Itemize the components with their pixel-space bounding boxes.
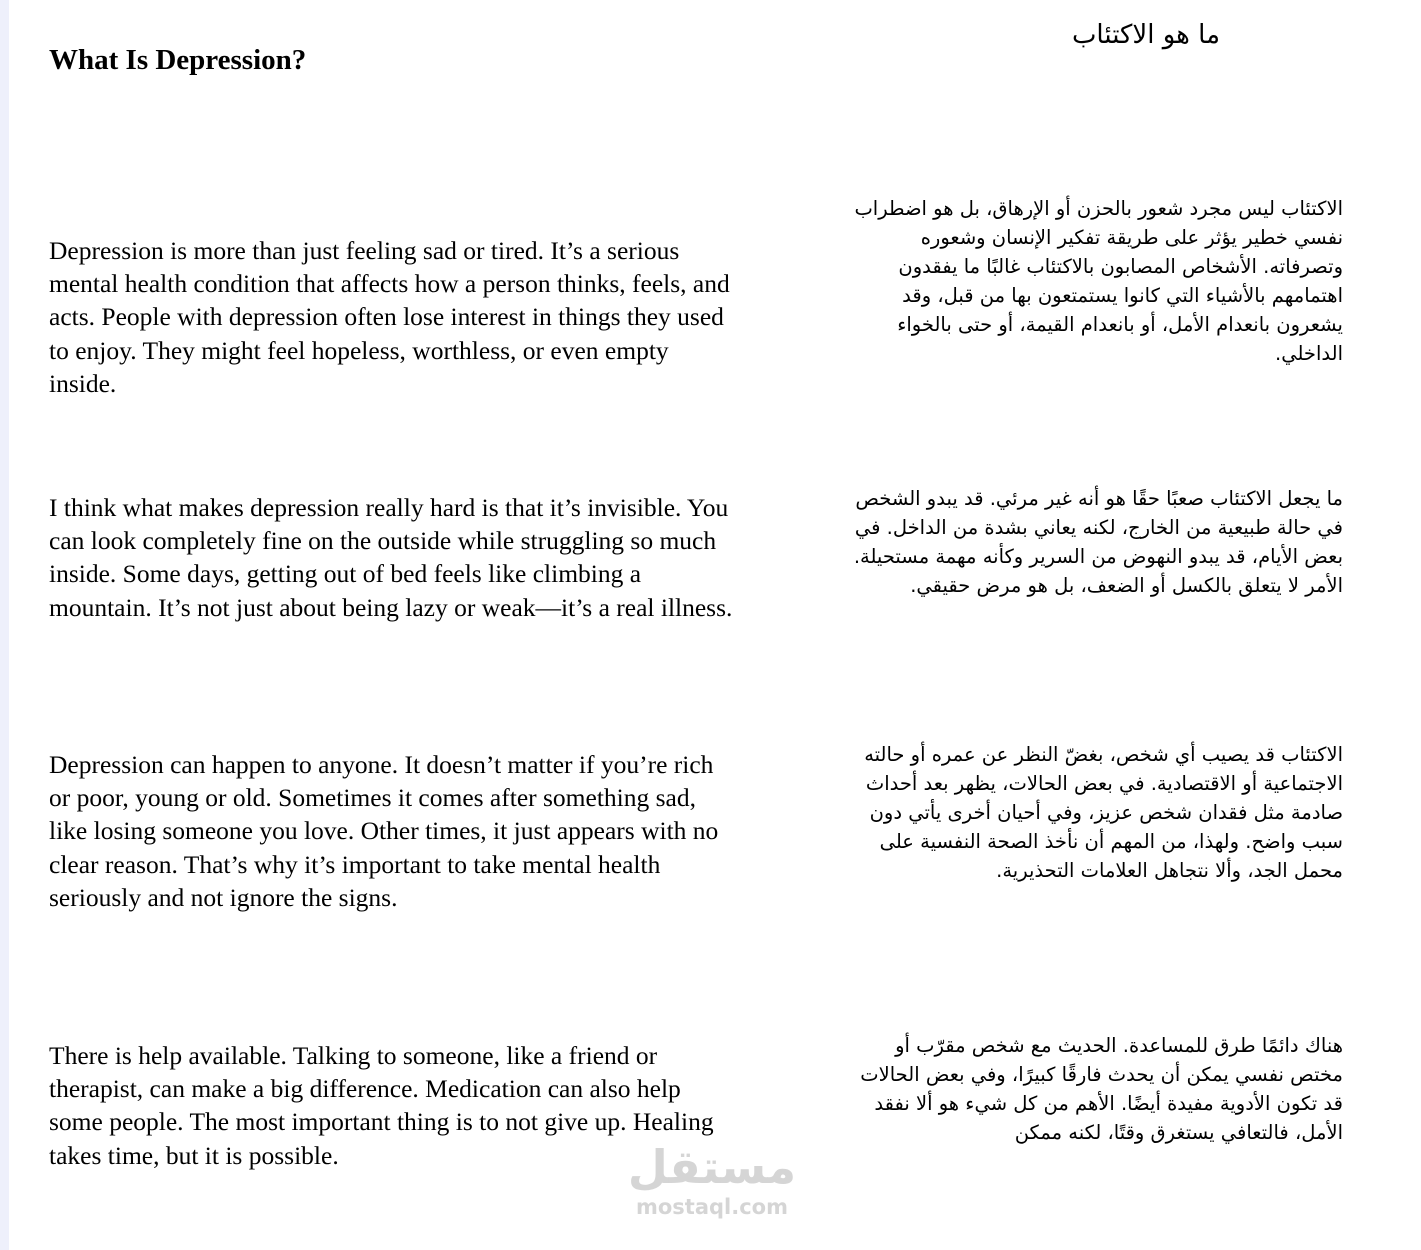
arabic-paragraph-4: هناك دائمًا طرق للمساعدة. الحديث مع شخص مقرّب أو مختص نفسي يمكن أن يحدث فارقًا كبيرًا، وفي بعض الحالات قد تكون الأدوية مفيدة أيضًا. الأهم من كل شيء هو ألا نفقد الأمل، فالتعافي يستغرق وقتًا، لكنه ممكن: [860, 1034, 1343, 1144]
arabic-paragraph-1: الاكتئاب ليس مجرد شعور بالحزن أو الإرهاق، بل هو اضطراب نفسي خطير يؤثر على طريقة تفكير الإنسان وشعوره وتصرفاته. الأشخاص المصابون بالاكتئاب غالبًا ما يفقدون اهتمامهم بالأشياء التي كانوا يستمتعون بها من قبل، وقد يشعرون بانعدام الأمل، أو بانعدام القيمة، أو حتى بالخواء الداخلي.: [854, 197, 1343, 365]
mostaql-watermark: [612, 1140, 812, 1220]
watermark-logo: مستقل: [627, 1140, 797, 1194]
english-paragraph-2: I think what makes depression really hard is that it’s invisible. You can look completely fine on the outside while struggling so much inside. Some days, getting out of bed feels like climbing a mountain. It’s not just about being lazy or weak—it’s a real illness.: [49, 493, 733, 622]
left-edge-strip: [0, 0, 9, 1250]
watermark-url: mostaql.com: [636, 1195, 788, 1219]
arabic-paragraph-3: الاكتئاب قد يصيب أي شخص، بغضّ النظر عن عمره أو حالته الاجتماعية أو الاقتصادية. في بعض الحالات، يظهر بعد أحداث صادمة مثل فقدان شخص عزيز، وفي أحيان أخرى يأتي دون سبب واضح. ولهذا، من المهم أن نأخذ الصحة النفسية على محمل الجد، وألا نتجاهل العلامات التحذيرية.: [864, 743, 1343, 882]
english-title: What Is Depression?: [49, 44, 307, 76]
english-paragraph-1: Depression is more than just feeling sad or tired. It’s a serious mental health condition that affects how a person thinks, feels, and acts. People with depression often lose interest in things they used to enjoy. They might feel hopeless, worthless, or even empty inside.: [49, 236, 730, 398]
arabic-paragraph-2: ما يجعل الاكتئاب صعبًا حقًا هو أنه غير مرئي. قد يبدو الشخص في حالة طبيعية من الخارج، لكنه يعاني بشدة من الداخل. في بعض الأيام، قد يبدو النهوض من السرير وكأنه مهمة مستحيلة. الأمر لا يتعلق بالكسل أو الضعف، بل هو مرض حقيقي.: [853, 487, 1343, 597]
english-paragraph-4: There is help available. Talking to someone, like a friend or therapist, can make a big difference. Medication can also help some people. The most important thing is to not give up. Healing takes time, but it is possible.: [49, 1041, 714, 1170]
arabic-title: ما هو الاكتئاب: [1071, 20, 1220, 50]
english-paragraph-3: Depression can happen to anyone. It doesn’t matter if you’re rich or poor, young or old. Sometimes it comes after something sad, like losing someone you love. Other times, it just appears with no clear reason. That’s why it’s important to take mental health seriously and not ignore the signs.: [49, 750, 719, 912]
